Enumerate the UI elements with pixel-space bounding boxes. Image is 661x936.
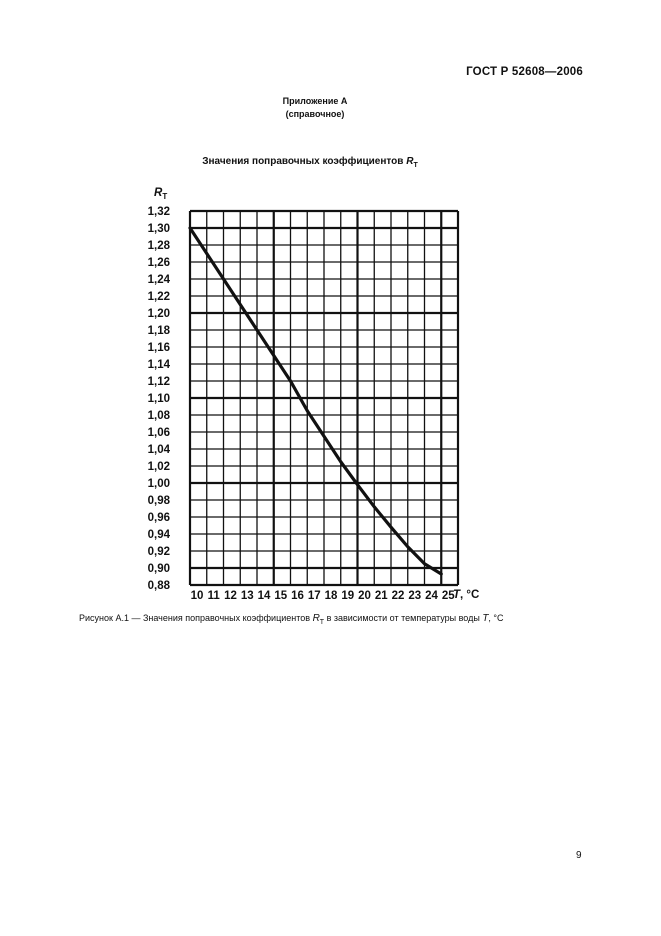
y-tick-label: 1,18 [147, 325, 170, 337]
appendix-title: Приложение А [282, 96, 348, 106]
y-tick-label: 0,96 [147, 512, 170, 524]
appendix-type: (справочное) [285, 109, 345, 119]
y-tick-label: 1,30 [147, 223, 170, 235]
y-axis-label-subscript: T [162, 192, 168, 201]
caption-prefix: Рисунок А.1 — Значения поправочных коэффициентов [79, 613, 313, 623]
x-tick-label: 18 [324, 590, 338, 602]
x-tick-label: 24 [425, 590, 438, 602]
x-tick-label: 23 [408, 590, 422, 602]
y-tick-label: 1,08 [147, 410, 170, 422]
chart-title-symbol: R [406, 156, 414, 167]
y-axis-label [154, 187, 167, 201]
y-tick-label: 1,26 [147, 257, 170, 269]
y-tick-label: 1,12 [147, 376, 170, 388]
caption-symbol: R [312, 613, 320, 624]
x-tick-label: 12 [224, 590, 237, 602]
y-tick-label: 0,88 [147, 580, 170, 592]
page-number: 9 [576, 850, 582, 861]
x-tick-label: 13 [240, 590, 254, 602]
y-tick-label: 0,98 [147, 495, 170, 507]
x-tick-label: 20 [358, 590, 371, 602]
x-axis-label-symbol: T [453, 589, 461, 601]
x-tick-label: 22 [391, 590, 405, 602]
x-tick-label: 21 [374, 590, 388, 602]
y-tick-label: 1,22 [147, 291, 170, 303]
caption-unit: , °С [488, 613, 504, 623]
chart-title-subscript: T [413, 162, 418, 169]
y-tick-label: 1,04 [147, 444, 170, 456]
x-axis-label [453, 589, 479, 601]
y-tick-label: 1,06 [147, 427, 170, 439]
y-tick-label: 1,32 [147, 206, 170, 218]
x-axis-label-unit: , °С [460, 589, 480, 601]
y-tick-label: 0,94 [147, 529, 170, 541]
x-tick-label: 25 [441, 590, 455, 602]
y-tick-label: 1,28 [147, 240, 170, 252]
document-standard-number: ГОСТ Р 52608—2006 [466, 66, 583, 78]
y-tick-label: 1,16 [147, 342, 170, 354]
chart-grid [190, 211, 458, 585]
x-tick-label: 19 [341, 590, 355, 602]
x-tick-label: 11 [207, 590, 220, 602]
x-tick-label: 17 [307, 590, 321, 602]
figure-caption [79, 613, 504, 626]
x-axis-ticks [191, 590, 456, 602]
x-tick-label: 16 [291, 590, 304, 602]
series-line [190, 228, 441, 574]
caption-middle: в зависимости от температуры воды [324, 613, 483, 623]
y-tick-label: 1,20 [147, 308, 170, 320]
y-tick-label: 0,92 [147, 546, 170, 558]
y-axis-ticks [148, 206, 171, 592]
caption-variable: T [482, 613, 489, 624]
chart-title-text: Значения поправочных коэффициентов [202, 156, 407, 167]
y-tick-label: 1,24 [147, 274, 170, 286]
chart-series [190, 228, 441, 574]
caption-subscript: T [319, 618, 325, 626]
y-axis-label-symbol: R [154, 187, 163, 199]
x-tick-label: 14 [257, 590, 271, 602]
x-tick-label: 15 [274, 590, 288, 602]
y-tick-label: 1,14 [147, 359, 170, 371]
y-tick-label: 1,00 [147, 478, 170, 490]
y-tick-label: 1,10 [147, 393, 170, 405]
x-tick-label: 10 [190, 590, 204, 602]
y-tick-label: 1,02 [147, 461, 170, 473]
y-tick-label: 0,90 [147, 563, 170, 575]
